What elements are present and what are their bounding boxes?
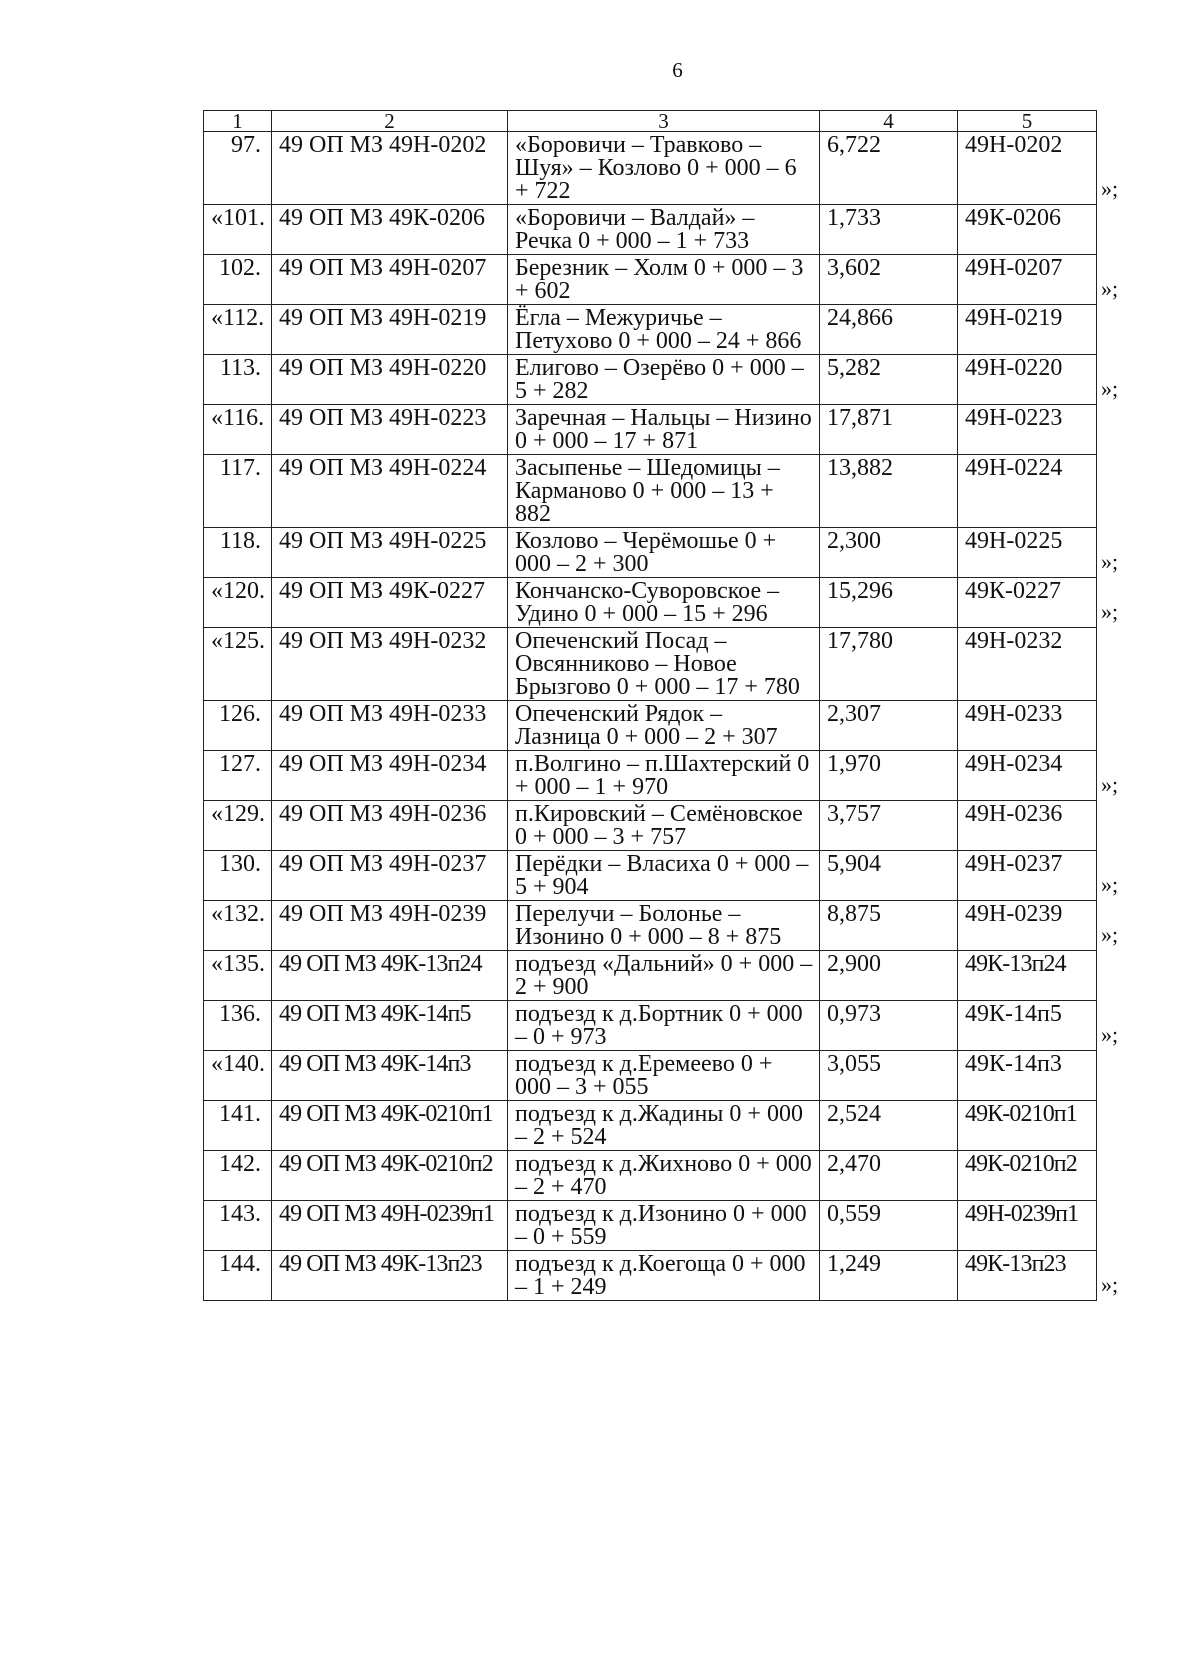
road-length-cell: 1,733 [820,205,958,255]
table-row [204,851,1097,901]
road-name-cell: «Боровичи – Валдай» – Речка 0 + 000 – 1 + 733 [508,205,820,255]
table-row [204,1251,1097,1301]
row-number-cell: 126. [204,701,272,751]
closing-quote: »; [1101,1272,1119,1297]
table-row [204,951,1097,1001]
road-id-cell: 49 ОП МЗ 49К-13п24 [272,951,508,1001]
row-number-cell: 102. [204,255,272,305]
road-id-cell: 49 ОП МЗ 49К-0227 [272,578,508,628]
road-length-cell: 5,904 [820,851,958,901]
road-name-cell: подъезд «Дальний» 0 + 000 – 2 + 900 [508,951,820,1001]
road-length-cell: 1,249 [820,1251,958,1301]
row-number-cell: 127. [204,751,272,801]
road-name-cell: Березник – Холм 0 + 000 – 3 + 602 [508,255,820,305]
road-id-cell: 49 ОП МЗ 49Н-0239 [272,901,508,951]
road-length-cell: 13,882 [820,455,958,528]
road-length-cell: 17,780 [820,628,958,701]
table-row [204,205,1097,255]
table-row [204,901,1097,951]
road-length-cell: 3,757 [820,801,958,851]
table-row [204,1151,1097,1201]
row-number-cell: «129. [204,801,272,851]
road-id-cell: 49 ОП МЗ 49Н-0202 [272,132,508,205]
table-row [204,355,1097,405]
row-number-cell: 130. [204,851,272,901]
road-code-cell: 49К-14п5 [958,1001,1097,1051]
row-number-cell: «135. [204,951,272,1001]
table-row [204,801,1097,851]
table-row [204,255,1097,305]
road-id-cell: 49 ОП МЗ 49Н-0224 [272,455,508,528]
table-row [204,455,1097,528]
road-code-cell: 49Н-0202 [958,132,1097,205]
road-code-cell: 49Н-0239п1 [958,1201,1097,1251]
road-id-cell: 49 ОП МЗ 49К-14п5 [272,1001,508,1051]
road-id-cell: 49 ОП МЗ 49Н-0219 [272,305,508,355]
road-name-cell: Кончанско-Суворовское – Удино 0 + 000 – 15 + 296 [508,578,820,628]
road-id-cell: 49 ОП МЗ 49Н-0234 [272,751,508,801]
road-id-cell: 49 ОП МЗ 49Н-0236 [272,801,508,851]
road-length-cell: 24,866 [820,305,958,355]
road-name-cell: Елигово – Озерёво 0 + 000 – 5 + 282 [508,355,820,405]
column-header: 1 [204,111,272,132]
road-length-cell: 0,973 [820,1001,958,1051]
road-id-cell: 49 ОП МЗ 49Н-0237 [272,851,508,901]
road-id-cell: 49 ОП МЗ 49Н-0232 [272,628,508,701]
closing-quote: »; [1101,1022,1119,1047]
column-header: 5 [958,111,1097,132]
road-id-cell: 49 ОП МЗ 49К-0210п1 [272,1101,508,1151]
road-code-cell: 49Н-0232 [958,628,1097,701]
road-name-cell: Опеченский Посад – Овсянниково – Новое Брызгово 0 + 000 – 17 + 780 [508,628,820,701]
road-name-cell: Засыпенье – Шедомицы – Карманово 0 + 000 – 13 + 882 [508,455,820,528]
road-name-cell: Ёгла – Межуричье – Петуxово 0 + 000 – 24 + 866 [508,305,820,355]
row-number-cell: 141. [204,1101,272,1151]
road-code-cell: 49Н-0220 [958,355,1097,405]
road-length-cell: 3,055 [820,1051,958,1101]
closing-quote: »; [1101,276,1119,301]
row-number-cell: «112. [204,305,272,355]
road-length-cell: 15,296 [820,578,958,628]
road-id-cell: 49 ОП МЗ 49Н-0225 [272,528,508,578]
road-code-cell: 49Н-0233 [958,701,1097,751]
row-number-cell: 143. [204,1201,272,1251]
row-number-cell: 144. [204,1251,272,1301]
road-id-cell: 49 ОП МЗ 49Н-0220 [272,355,508,405]
road-code-cell: 49Н-0236 [958,801,1097,851]
row-number-cell: 136. [204,1001,272,1051]
table-row [204,628,1097,701]
road-code-cell: 49Н-0225 [958,528,1097,578]
road-code-cell: 49К-13п23 [958,1251,1097,1301]
road-length-cell: 17,871 [820,405,958,455]
row-number-cell: 117. [204,455,272,528]
closing-quote: »; [1101,176,1119,201]
road-name-cell: подъезд к д.Еремеево 0 + 000 – 3 + 055 [508,1051,820,1101]
road-length-cell: 2,300 [820,528,958,578]
row-number-cell: «125. [204,628,272,701]
road-name-cell: Опеченский Рядок – Лазница 0 + 000 – 2 + 307 [508,701,820,751]
roads-table [203,110,1097,1301]
row-number-cell: 118. [204,528,272,578]
row-number-cell: «116. [204,405,272,455]
table-row [204,1201,1097,1251]
road-length-cell: 2,900 [820,951,958,1001]
column-header: 4 [820,111,958,132]
road-name-cell: Козлово – Черёмошье 0 + 000 – 2 + 300 [508,528,820,578]
road-name-cell: Перёдки – Власиха 0 + 000 – 5 + 904 [508,851,820,901]
row-number-cell: «120. [204,578,272,628]
road-name-cell: подъезд к д.Бортник 0 + 000 – 0 + 973 [508,1001,820,1051]
road-name-cell: «Боровичи – Травково – Шуя» – Козлово 0 + 000 – 6 + 722 [508,132,820,205]
column-header: 2 [272,111,508,132]
row-number-cell: «101. [204,205,272,255]
table-row [204,1001,1097,1051]
road-code-cell: 49Н-0237 [958,851,1097,901]
row-number-cell: 97. [204,132,272,205]
road-length-cell: 6,722 [820,132,958,205]
road-length-cell: 8,875 [820,901,958,951]
row-number-cell: 113. [204,355,272,405]
row-number-cell: 142. [204,1151,272,1201]
road-code-cell: 49Н-0224 [958,455,1097,528]
road-name-cell: подъезд к д.Жадины 0 + 000 – 2 + 524 [508,1101,820,1151]
road-code-cell: 49К-0210п1 [958,1101,1097,1151]
road-name-cell: подъезд к д.Изонино 0 + 000 – 0 + 559 [508,1201,820,1251]
table-row [204,132,1097,205]
road-id-cell: 49 ОП МЗ 49К-14п3 [272,1051,508,1101]
road-code-cell: 49Н-0207 [958,255,1097,305]
road-name-cell: Перелучи – Болонье – Изонино 0 + 000 – 8 + 875 [508,901,820,951]
road-length-cell: 0,559 [820,1201,958,1251]
road-name-cell: Заречная – Нальцы – Низино 0 + 000 – 17 + 871 [508,405,820,455]
road-length-cell: 2,307 [820,701,958,751]
table-row [204,405,1097,455]
closing-quote: »; [1101,599,1119,624]
road-length-cell: 2,524 [820,1101,958,1151]
road-code-cell: 49Н-0223 [958,405,1097,455]
road-name-cell: подъезд к д.Жихново 0 + 000 – 2 + 470 [508,1151,820,1201]
table-row [204,1101,1097,1151]
road-length-cell: 3,602 [820,255,958,305]
road-code-cell: 49Н-0239 [958,901,1097,951]
road-length-cell: 1,970 [820,751,958,801]
road-id-cell: 49 ОП МЗ 49К-0210п2 [272,1151,508,1201]
road-name-cell: п.Волгино – п.Шахтерский 0 + 000 – 1 + 970 [508,751,820,801]
road-id-cell: 49 ОП МЗ 49К-13п23 [272,1251,508,1301]
road-id-cell: 49 ОП МЗ 49Н-0223 [272,405,508,455]
road-id-cell: 49 ОП МЗ 49Н-0207 [272,255,508,305]
row-number-cell: «140. [204,1051,272,1101]
road-code-cell: 49К-0206 [958,205,1097,255]
table-header-row [204,111,1097,132]
table-row [204,578,1097,628]
road-code-cell: 49К-0210п2 [958,1151,1097,1201]
road-name-cell: п.Кировский – Семёновское 0 + 000 – 3 + 757 [508,801,820,851]
road-code-cell: 49К-13п24 [958,951,1097,1001]
road-code-cell: 49К-14п3 [958,1051,1097,1101]
table-row [204,528,1097,578]
column-header: 3 [508,111,820,132]
page-number: 6 [672,58,683,82]
road-code-cell: 49Н-0219 [958,305,1097,355]
closing-quote: »; [1101,549,1119,574]
road-id-cell: 49 ОП МЗ 49К-0206 [272,205,508,255]
road-id-cell: 49 ОП МЗ 49Н-0233 [272,701,508,751]
road-code-cell: 49К-0227 [958,578,1097,628]
closing-quote: »; [1101,922,1119,947]
table-row [204,751,1097,801]
road-name-cell: подъезд к д.Коегоща 0 + 000 – 1 + 249 [508,1251,820,1301]
road-length-cell: 5,282 [820,355,958,405]
closing-quote: »; [1101,376,1119,401]
road-id-cell: 49 ОП МЗ 49Н-0239п1 [272,1201,508,1251]
closing-quote: »; [1101,772,1119,797]
table-row [204,701,1097,751]
closing-quote: »; [1101,872,1119,897]
row-number-cell: «132. [204,901,272,951]
road-length-cell: 2,470 [820,1151,958,1201]
table-row [204,305,1097,355]
road-code-cell: 49Н-0234 [958,751,1097,801]
table-row [204,1051,1097,1101]
